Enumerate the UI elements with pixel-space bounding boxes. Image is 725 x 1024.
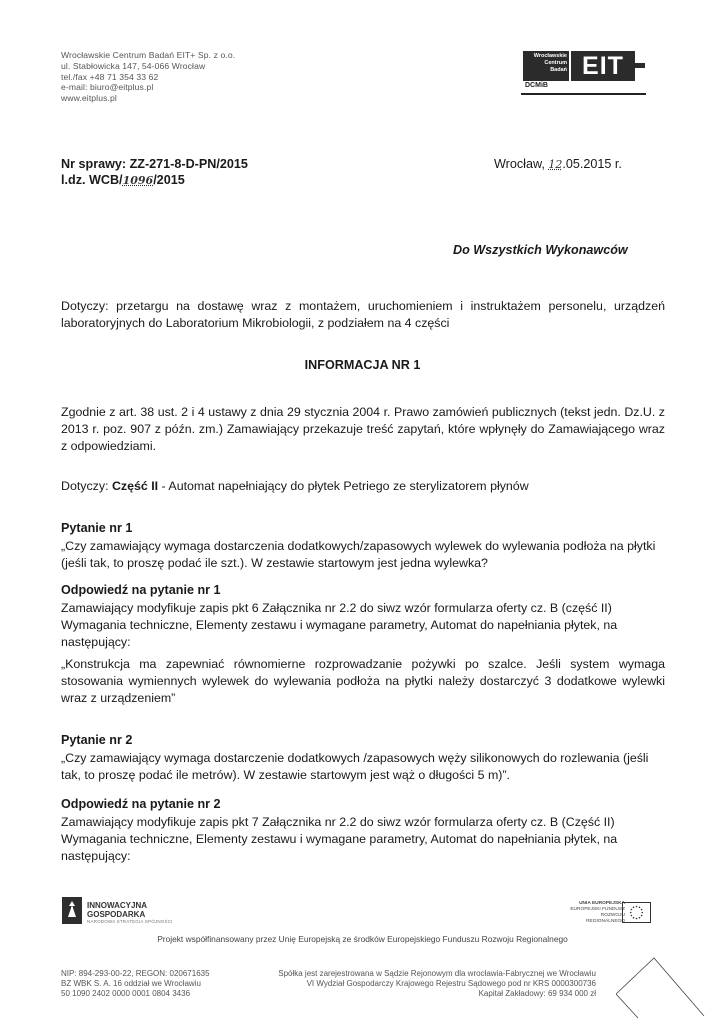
place-date: Wrocław, 12.05.2015 r. <box>494 157 622 171</box>
logo-small-line: Wrocławskie <box>533 53 567 59</box>
address-line: ul. Stabłowicka 147, 54-066 Wrocław <box>61 60 206 71</box>
company-registration-right: Spółka jest zarejestrowana w Sądzie Rejonowym dla wrocławia-Fabrycznej we Wrocławiu VI Wydział Gospodarczy Krajowego Rejestru Sądowego pod nr KRS 0000300736 Kapitał Zakładowy: 69 934 000 zł <box>278 969 596 999</box>
logo-small-line: Badań <box>550 67 567 73</box>
part-reference: Dotyczy: Część II - Automat napełniający do płytek Petriego ze sterylizatorem płynów <box>61 479 529 493</box>
flag-icon <box>62 897 82 924</box>
question-2-text: „Czy zamawiający wymaga dostarczenie dodatkowych /zapasowych węży silikonowych do rozlewania (jeśli tak, to proszę podać ile metrów). W zestawie startowym jest wąż o długości 5 m)”. <box>61 751 649 782</box>
addressee: Do Wszystkich Wykonawców <box>453 243 628 257</box>
handwritten-registry: 1096 <box>122 174 154 187</box>
logo-mark: EIT <box>582 52 624 80</box>
page-corner-graphic <box>616 956 706 1020</box>
question-2-title: Pytanie nr 2 <box>61 733 133 747</box>
eu-flag-icon <box>622 902 651 923</box>
company-registration-left: NIP: 894-293-00-22, REGON: 020671635 BZ WBK S. A. 16 oddział we Wrocławiu 50 1090 2402 0000 0001 0804 3436 <box>61 969 210 999</box>
answer-1-title: Odpowiedź na pytanie nr 1 <box>61 583 221 597</box>
address-line: e-mail: biuro@eitplus.pl <box>61 82 154 93</box>
answer-1-text: Zamawiający modyfikuje zapis pkt 6 Załącznika nr 2.2 do siwz wzór formularza oferty cz. B (część II) Wymagania techniczne, Elementy zestawu i wymagane parametry, Automat do napełniania płytek, na następujący: <box>61 601 618 649</box>
answer-2-title: Odpowiedź na pytanie nr 2 <box>61 797 221 811</box>
answer-1-quote: „Konstrukcja ma zapewniać równomierne rozprowadzanie pożywki po szalce. Jeśli system wymaga stosowania wymiennych wylewek do wylewania podłoża na płytki należy dostarczyć 3 dodatkowe wylewki wraz z urządzeniem” <box>61 657 665 705</box>
document-title: INFORMACJA NR 1 <box>304 358 421 372</box>
subject: Dotyczy: przetargu na dostawę wraz z montażem, uruchomieniem i instruktażem personelu, urządzeń laboratoryjnych do Laboratorium Mikrobiologii, z podziałem na 4 części <box>61 299 665 330</box>
innovative-economy-logo <box>62 897 82 924</box>
innovative-economy-text: INNOWACYJNA GOSPODARKA <box>87 901 148 919</box>
logo-small-line: Centrum <box>544 60 567 66</box>
part-name: Część II <box>111 479 159 493</box>
address-line: www.eitplus.pl <box>61 93 117 104</box>
address-line: tel./fax +48 71 354 33 62 <box>61 71 159 82</box>
handwritten-day: 12 <box>548 158 563 171</box>
eit-logo <box>523 49 645 93</box>
question-1-title: Pytanie nr 1 <box>61 521 133 535</box>
eu-label: UNIA EUROPEJSKA EUROPEJSKI FUNDUSZ ROZWOJU REGIONALNEGO <box>570 901 625 924</box>
intro-paragraph: Zgodnie z art. 38 ust. 2 i 4 ustawy z dnia 29 stycznia 2004 r. Prawo zamówień publicznych (tekst jedn. Dz.U. z 2013 r. poz. 907 z późn. zm.) Zamawiający przekazuje treść zapytań, które wpłynęły do Zamawiającego wraz z odpowiedziami. <box>61 405 665 453</box>
header-rule <box>521 93 646 95</box>
logo-subtitle: DCMiB <box>525 82 548 89</box>
address-line: Wrocławskie Centrum Badań EIT+ Sp. z o.o. <box>61 50 236 60</box>
answer-2-text: Zamawiający modyfikuje zapis pkt 7 Załącznika nr 2.2 do siwz wzór formularza oferty cz. B (Część II) Wymagania techniczne, Elementy zestawu i wymagane parametry, Automat do napełniania płytek, na następujący: <box>61 815 618 863</box>
case-number-block <box>61 156 248 189</box>
company-address <box>61 50 235 104</box>
innovative-economy-subtitle: NARODOWA STRATEGIA SPÓJNOŚCI <box>87 919 173 924</box>
project-funding-note: Projekt współfinansowany przez Unię Europejską ze środków Europejskiego Funduszu Rozwoju Regionalnego <box>157 934 568 944</box>
case-number: Nr sprawy: ZZ-271-8-D-PN/2015 <box>61 157 248 171</box>
question-1-text: „Czy zamawiający wymaga dostarczenia dodatkowych/zapasowych wylewek do wylewania podłoża na płytki (jeśli tak, to proszę podać ile szt.). W zestawie startowym jest jedna wylewka? <box>61 539 656 570</box>
registry-number: l.dz. WCB/1096/2015 <box>61 173 185 187</box>
